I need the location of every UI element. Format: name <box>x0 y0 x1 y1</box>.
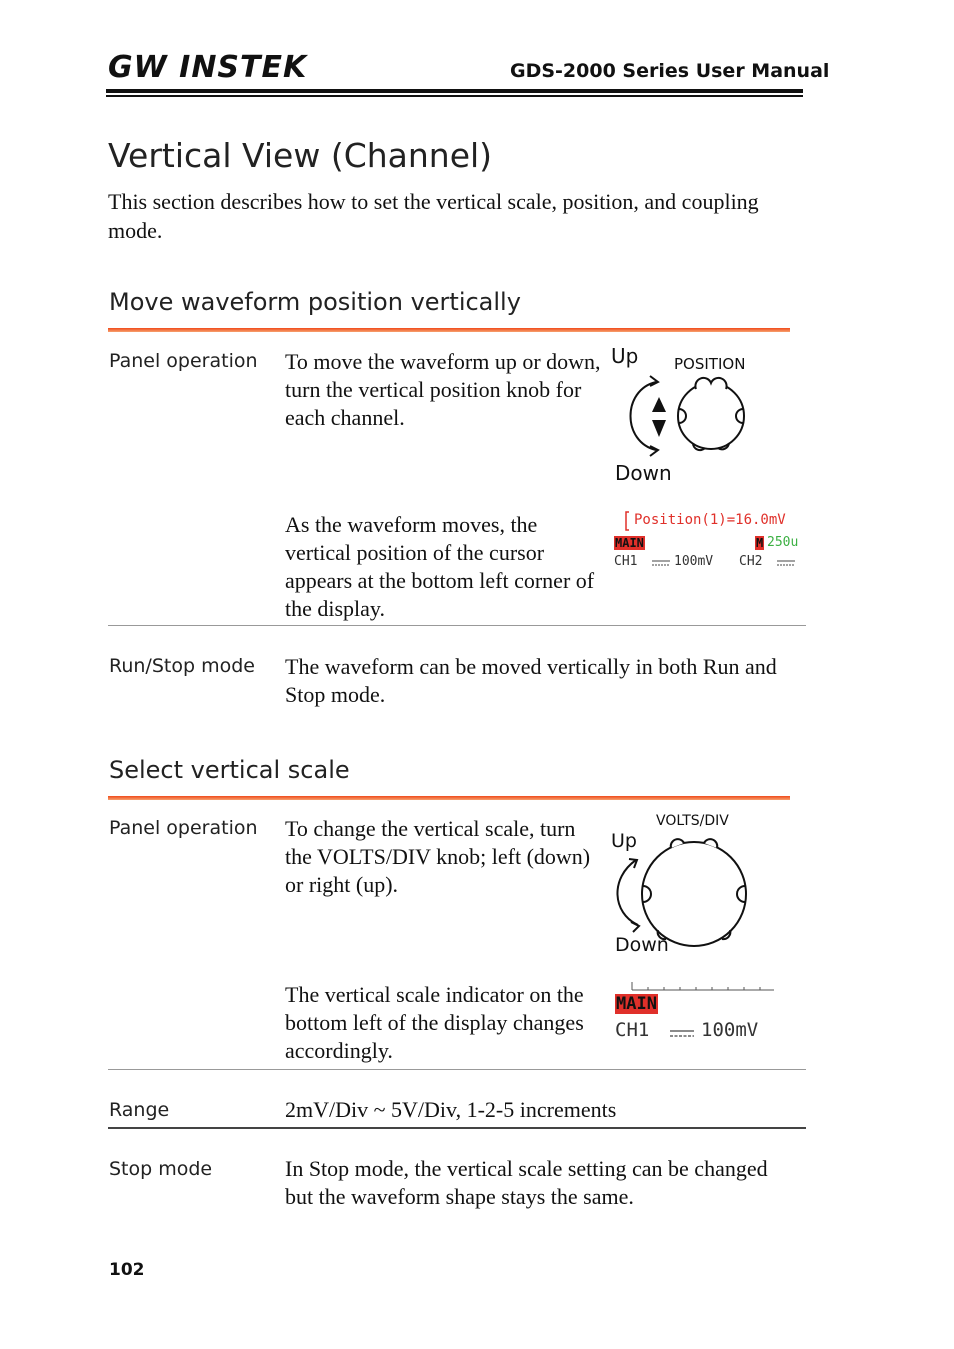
heading-vertical-scale: Select vertical scale <box>109 756 350 784</box>
run-stop-text: The waveform can be moved vertically in both Run and Stop mode. <box>285 654 777 707</box>
intro-paragraph: This section describes how to set the vertical scale, position, and coupling mode. <box>108 189 759 243</box>
up-label: Up <box>611 830 637 852</box>
down-label: Down <box>615 461 672 485</box>
row-separator <box>108 625 806 626</box>
position-screen-snippet <box>612 508 804 572</box>
m-badge: M <box>756 536 764 550</box>
page-number: 102 <box>109 1260 145 1280</box>
position-knob-icon <box>608 340 768 490</box>
heading-underline <box>108 796 790 800</box>
header-rule <box>106 89 803 93</box>
position-readout: Position(1)=16.0mV <box>634 512 786 528</box>
ch2-label: CH2 <box>739 554 763 569</box>
panel-text-position: To move the waveform up or down, turn the vertical position knob for each channel. <box>285 349 601 430</box>
position-knob-label: POSITION <box>674 355 746 373</box>
panel-text-volts-div: To change the vertical scale, turn the VOLTS/DIV knob; left (down) or right (up). <box>285 816 591 897</box>
main-badge: MAIN <box>615 536 644 550</box>
position-knob-diagram <box>608 340 768 490</box>
label-panel-operation: Panel operation <box>109 817 258 839</box>
down-label: Down <box>615 934 669 956</box>
ch1-scale: 100mV <box>674 554 714 569</box>
up-label: Up <box>611 344 639 368</box>
label-run-stop: Run/Stop mode <box>109 655 255 677</box>
ch1-label: CH1 <box>615 1019 650 1041</box>
stop-mode-text: In Stop mode, the vertical scale setting can be changed but the waveform shape stays the same. <box>285 1156 768 1209</box>
range-text: 2mV/Div ~ 5V/Div, 1-2-5 increments <box>285 1097 617 1122</box>
panel-text-cursor: As the waveform moves, the vertical position of the cursor appears at the bottom left corner of the display. <box>285 512 595 621</box>
label-panel-operation: Panel operation <box>109 350 258 372</box>
ch1-scale: 100mV <box>701 1019 759 1041</box>
label-range: Range <box>109 1099 170 1121</box>
scale-screen-snippet <box>612 978 782 1048</box>
ch1-label: CH1 <box>614 554 638 569</box>
panel-text-scale-indicator: The vertical scale indicator on the bottom left of the display changes accordingly. <box>285 982 584 1063</box>
timebase-value: 250u <box>767 535 799 550</box>
brand-logo: GW INSTEK <box>108 50 308 85</box>
volts-div-knob-diagram <box>608 808 778 958</box>
heading-move-waveform: Move waveform position vertically <box>109 288 521 316</box>
page-title: Vertical View (Channel) <box>108 136 493 175</box>
row-separator <box>108 1127 806 1129</box>
manual-title: GDS-2000 Series User Manual <box>510 60 830 82</box>
label-stop-mode: Stop mode <box>109 1158 213 1180</box>
volts-div-knob-icon <box>608 808 778 958</box>
main-badge: MAIN <box>616 994 657 1014</box>
volts-div-knob-label: VOLTS/DIV <box>656 813 729 829</box>
row-separator <box>108 1069 806 1070</box>
header-rule-thin <box>106 95 803 97</box>
heading-underline <box>108 328 790 332</box>
